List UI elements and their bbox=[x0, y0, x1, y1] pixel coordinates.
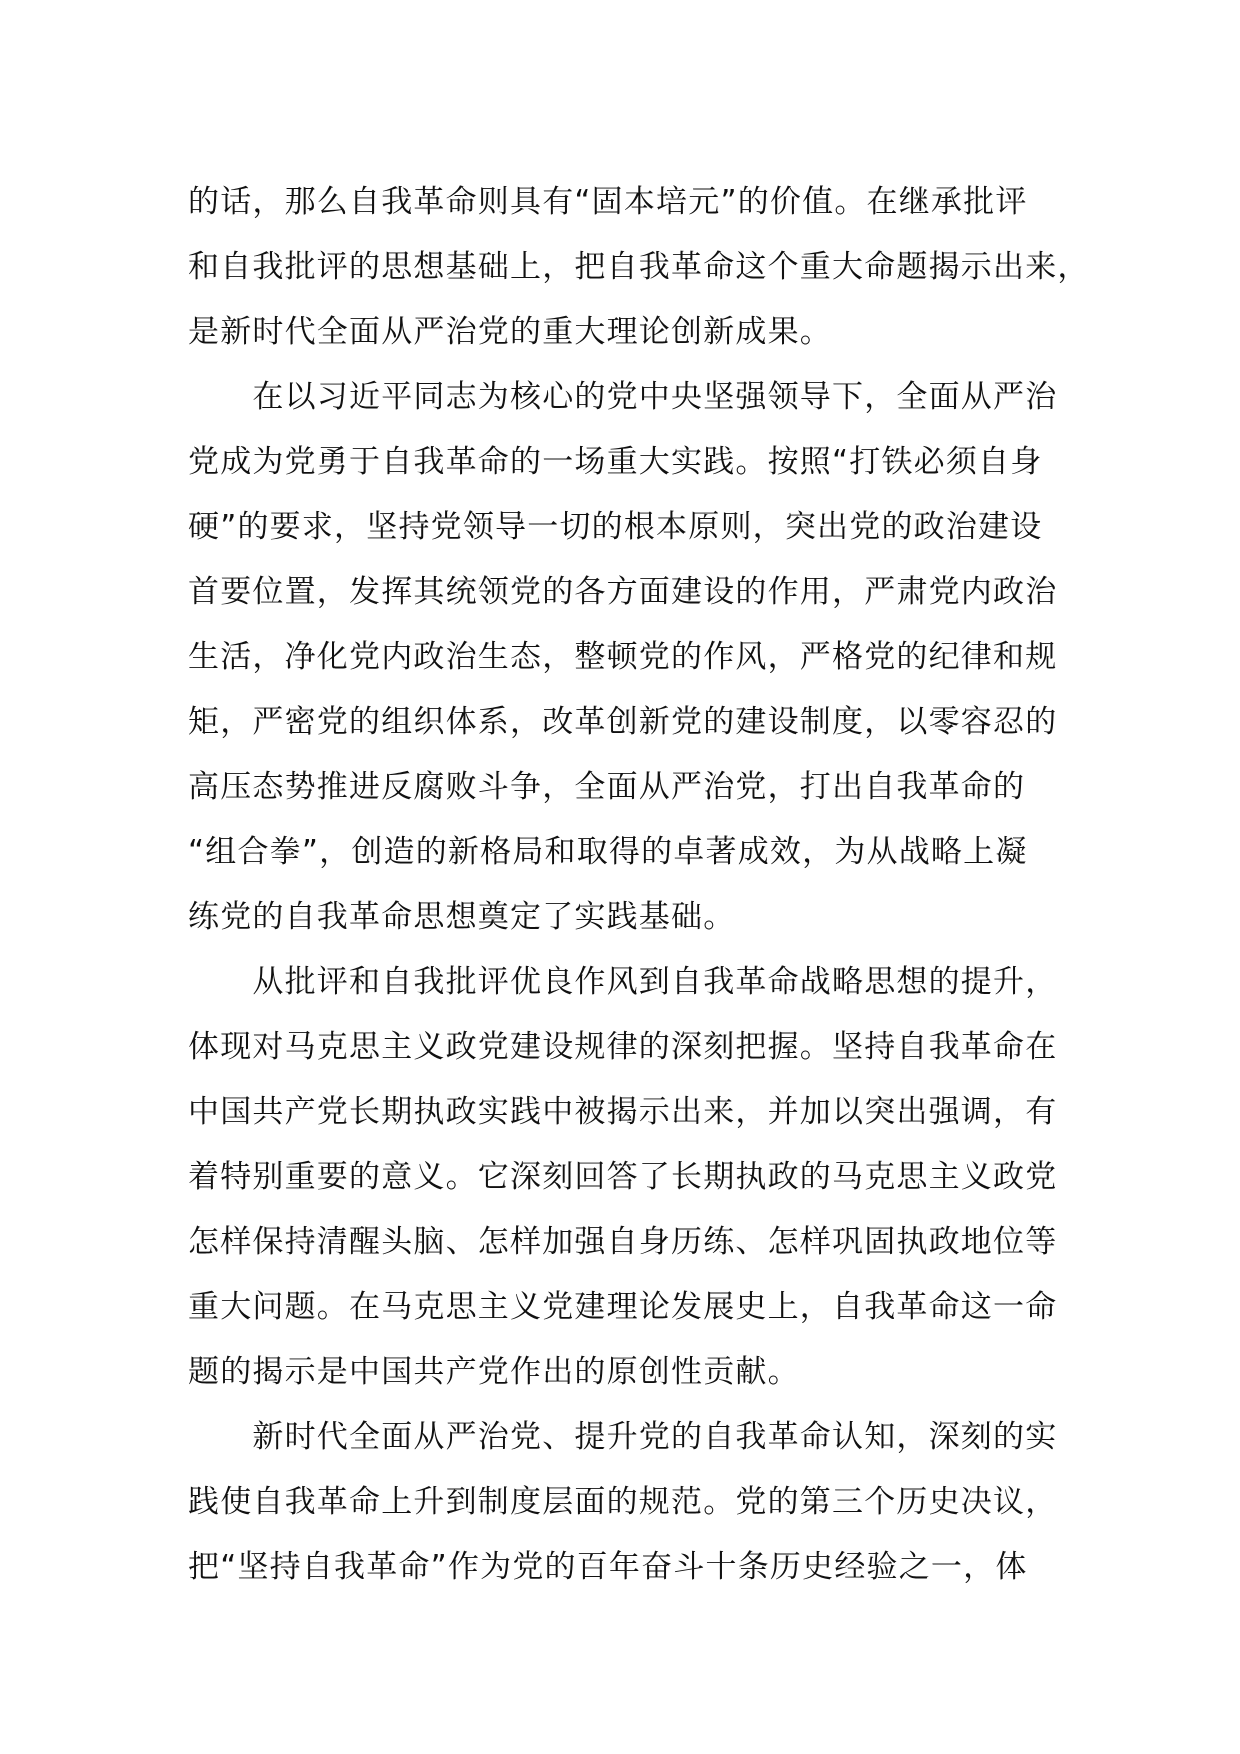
body-text bbox=[188, 170, 1090, 1600]
text-line: 硬”的要求，坚持党领导一切的根本原则，突出党的政治建设 bbox=[188, 509, 1043, 545]
text-line: 中国共产党长期执政实践中被揭示出来，并加以突出强调，有 bbox=[188, 1094, 1058, 1130]
text-line: 首要位置，发挥其统领党的各方面建设的作用，严肃党内政治 bbox=[188, 574, 1058, 610]
text-line: 生活，净化党内政治生态，整顿党的作风，严格党的纪律和规 bbox=[188, 639, 1058, 675]
text-line: 练党的自我革命思想奠定了实践基础。 bbox=[188, 899, 736, 935]
text-line: 重大问题。在马克思主义党建理论发展史上，自我革命这一命 bbox=[188, 1289, 1058, 1325]
text-line: 新时代全面从严治党、提升党的自我革命认知，深刻的实 bbox=[188, 1419, 1058, 1455]
text-line: 和自我批评的思想基础上，把自我革命这个重大命题揭示出来， bbox=[188, 249, 1090, 285]
text-line: 体现对马克思主义政党建设规律的深刻把握。坚持自我革命在 bbox=[188, 1029, 1058, 1065]
text-line: 的话，那么自我革命则具有“固本培元”的价值。在继承批评 bbox=[188, 184, 1028, 220]
text-line: 是新时代全面从严治党的重大理论创新成果。 bbox=[188, 314, 832, 350]
text-line: “组合拳”，创造的新格局和取得的卓著成效，为从战略上凝 bbox=[188, 834, 1028, 870]
text-line: 践使自我革命上升到制度层面的规范。党的第三个历史决议， bbox=[188, 1484, 1058, 1520]
text-line: 在以习近平同志为核心的党中央坚强领导下，全面从严治 bbox=[188, 379, 1058, 415]
text-line: 题的揭示是中国共产党作出的原创性贡献。 bbox=[188, 1354, 800, 1390]
text-line: 矩，严密党的组织体系，改革创新党的建设制度，以零容忍的 bbox=[188, 704, 1058, 740]
text-line: 从批评和自我批评优良作风到自我革命战略思想的提升， bbox=[188, 964, 1058, 1000]
text-line: 怎样保持清醒头脑、怎样加强自身历练、怎样巩固执政地位等 bbox=[188, 1224, 1058, 1260]
text-line: 把“坚持自我革命”作为党的百年奋斗十条历史经验之一，体 bbox=[188, 1549, 1028, 1585]
text-line: 党成为党勇于自我革命的一场重大实践。按照“打铁必须自身 bbox=[188, 444, 1043, 480]
text-line: 高压态势推进反腐败斗争，全面从严治党，打出自我革命的 bbox=[188, 769, 1026, 805]
text-line: 着特别重要的意义。它深刻回答了长期执政的马克思主义政党 bbox=[188, 1159, 1058, 1195]
